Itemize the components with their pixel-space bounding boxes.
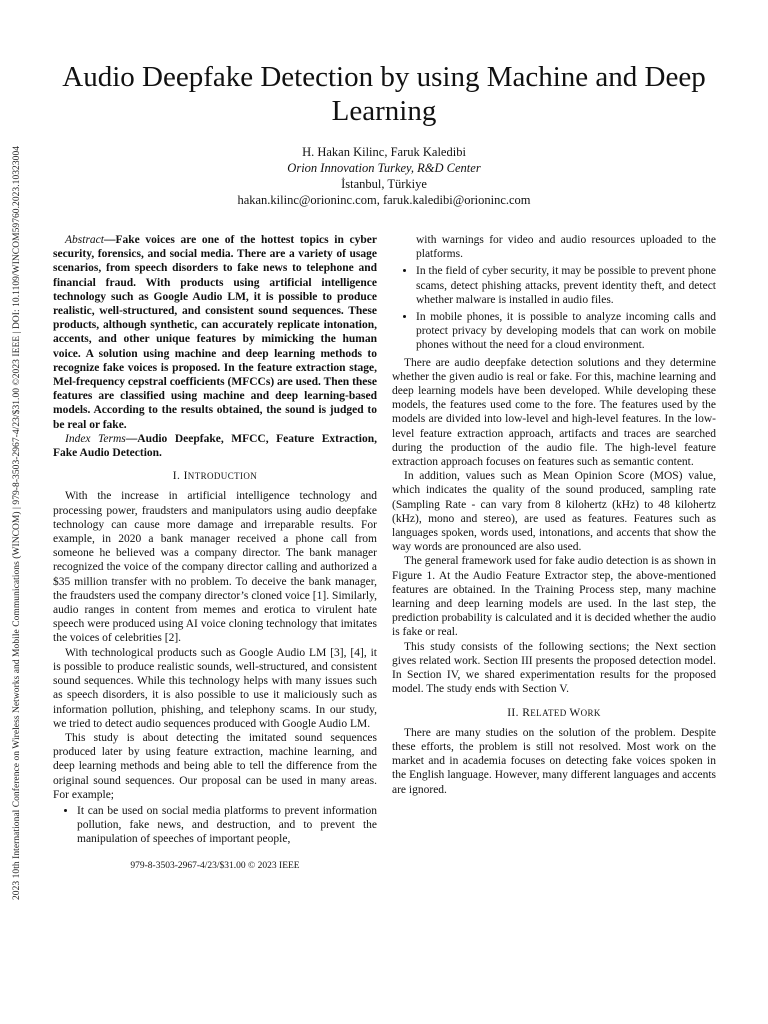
related-work-paragraph-1: There are many studies on the solution of the problem. Despite these efforts, the problem is still not resolved. Most work on the market and in academia focuses on detecting fake voices spoken in the English language. However, many different languages and accents are ignored. — [392, 726, 716, 796]
intro-bullet-1: • It can be used on social media platforms to prevent information pollution, fake news, and destruction, and to prevent the manipulation of speeches of important people, — [77, 804, 377, 847]
intro-bullet-2: • In the field of cyber security, it may be possible to prevent phone scams, detect phishing attacks, prevent identity theft, and detect whether malware is installed in audio files. — [416, 264, 716, 307]
author-emails: hakan.kilinc@orioninc.com, faruk.kaledibi@orioninc.com — [237, 193, 531, 207]
author-affiliation: Orion Innovation Turkey, R&D Center — [287, 161, 481, 175]
intro-bullet-list-left — [53, 804, 377, 847]
intro-paragraph-2: With technological products such as Google Audio LM [3], [4], it is possible to produce realistic sounds, well-structured, and consistent sound sequences. While this technology helps with many issues such as speech disorders, it is also possible to use it maliciously such as information pollution, phishing, and telephony scams. In our study, we tried to detect audio sequences produced with Google Audio LM. — [53, 646, 377, 730]
index-terms-label: Index Terms — [65, 432, 126, 445]
left-column — [53, 233, 377, 850]
index-terms — [53, 432, 377, 460]
intro-bullet-1-continued: with warnings for video and audio resources uploaded to the platforms. — [416, 234, 716, 261]
abstract — [53, 233, 377, 432]
doi-side-note — [3, 130, 21, 900]
author-names: H. Hakan Kilinc, Faruk Kaledibi — [302, 145, 466, 159]
doi-side-note-text: 2023 10th International Conference on Wireless Networks and Mobile Communications (WINCOM) | 979-8-3503-2967-4/23/$31.00 ©2023 IEEE | DOI: 10.1109/WINCOM59760.2023.10323004 — [12, 145, 22, 900]
copyright-footer: 979-8-3503-2967-4/23/$31.00 © 2023 IEEE — [130, 861, 300, 871]
intro-bullet-list-right — [392, 233, 716, 353]
author-block — [60, 144, 708, 208]
index-terms-text: —Audio Deepfake, MFCC, Feature Extraction, Fake Audio Detection. — [53, 432, 377, 460]
intro-paragraph-4: There are audio deepfake detection solutions and they determine whether the given audio is real or fake. For this, machine learning and deep learning models have been developed. While developing these models, the features used come to the fore. The features used by the models are divided into low-level and high-level features. In the low-level feature extraction approach, artifacts and traces are searched during the production of the audio file. The high-level feature extraction approach focuses on features such as semantic content. — [392, 356, 716, 469]
intro-paragraph-3: This study is about detecting the imitated sound sequences produced later by using feature extraction, machine learning, and deep learning methods and being able to tell the difference from the original sound sequences. Our proposal can be used in many areas. For example; — [53, 731, 377, 801]
paper-title: Audio Deepfake Detection by using Machine and Deep Learning — [62, 61, 706, 127]
intro-bullet-3: • In mobile phones, it is possible to analyze incoming calls and protect privacy by developing models that can work on mobile phones without the need for a cloud environment. — [416, 310, 716, 353]
author-location: İstanbul, Türkiye — [341, 177, 427, 191]
section-heading-introduction: I. INTRODUCTION — [172, 470, 258, 483]
right-column — [392, 233, 716, 797]
abstract-text: —Fake voices are one of the hottest topics in cyber security, forensics, and social media. There are a variety of usage scenarios, from speech disorders to fake news to telephone and financial fraud. With products using artificial intelligence technology such as Google Audio LM, it is possible to produce realistic, well-structured, and consistent sound sequences. These products, although synthetic, can accurately replicate intonation, accents, and other unique features by mimicking the human voice. A solution using machine and deep learning methods to recognize fake voices is proposed. In the feature extraction stage, Mel-frequency cepstral coefficients (MFCCs) are used. Then these features are classified using machine and deep learning-based models. According to the results obtained, the sound is judged to be real or fake. — [53, 234, 377, 431]
intro-paragraph-7: This study consists of the following sections; the Next section gives related work. Section III presents the proposed detection model. In Section IV, we shared experimentation results for the proposed model. The study ends with Section V. — [392, 640, 716, 696]
abstract-label: Abstract — [65, 234, 104, 246]
section-heading-related-work: II. RELATED WORK — [507, 706, 601, 719]
intro-paragraph-5: In addition, values such as Mean Opinion Score (MOS) value, which indicates the quality of the sound produced, sampling rate (Sampling Rate - can vary from 8 kilohertz (kHz) to 48 kilohertz (kHz), mono and stereo), are used as features. Features such as languages spoken, words used, intonations, and accents that show the way words are pronounced are also used. — [392, 470, 716, 554]
intro-paragraph-6: The general framework used for fake audio detection is as shown in Figure 1. At the Audio Feature Extractor step, the above-mentioned features are obtained. In the Training Process step, many machine learning and deep learning models are used. In the last step, the prediction probability is calculated and it is decided whether the audio is fake or real. — [392, 555, 716, 639]
intro-paragraph-1: With the increase in artificial intelligence technology and processing power, fraudsters and manipulators using audio deepfake technology can cause more damage and irreparable results. For example, in 2020 a bank manager received a phone call from someone he believed was a company director. The bank manager recognized the voice of the company director calling and authorized a $35 million transfer with no problem. To deceive the bank manager, the fraudsters used the company director’s cloned voice [1]. Similarly, audio ranges in content from memes and erotica to virulent hate speech were produced using AI voice cloning technology that imitates the voices of celebrities [2]. — [53, 490, 377, 645]
